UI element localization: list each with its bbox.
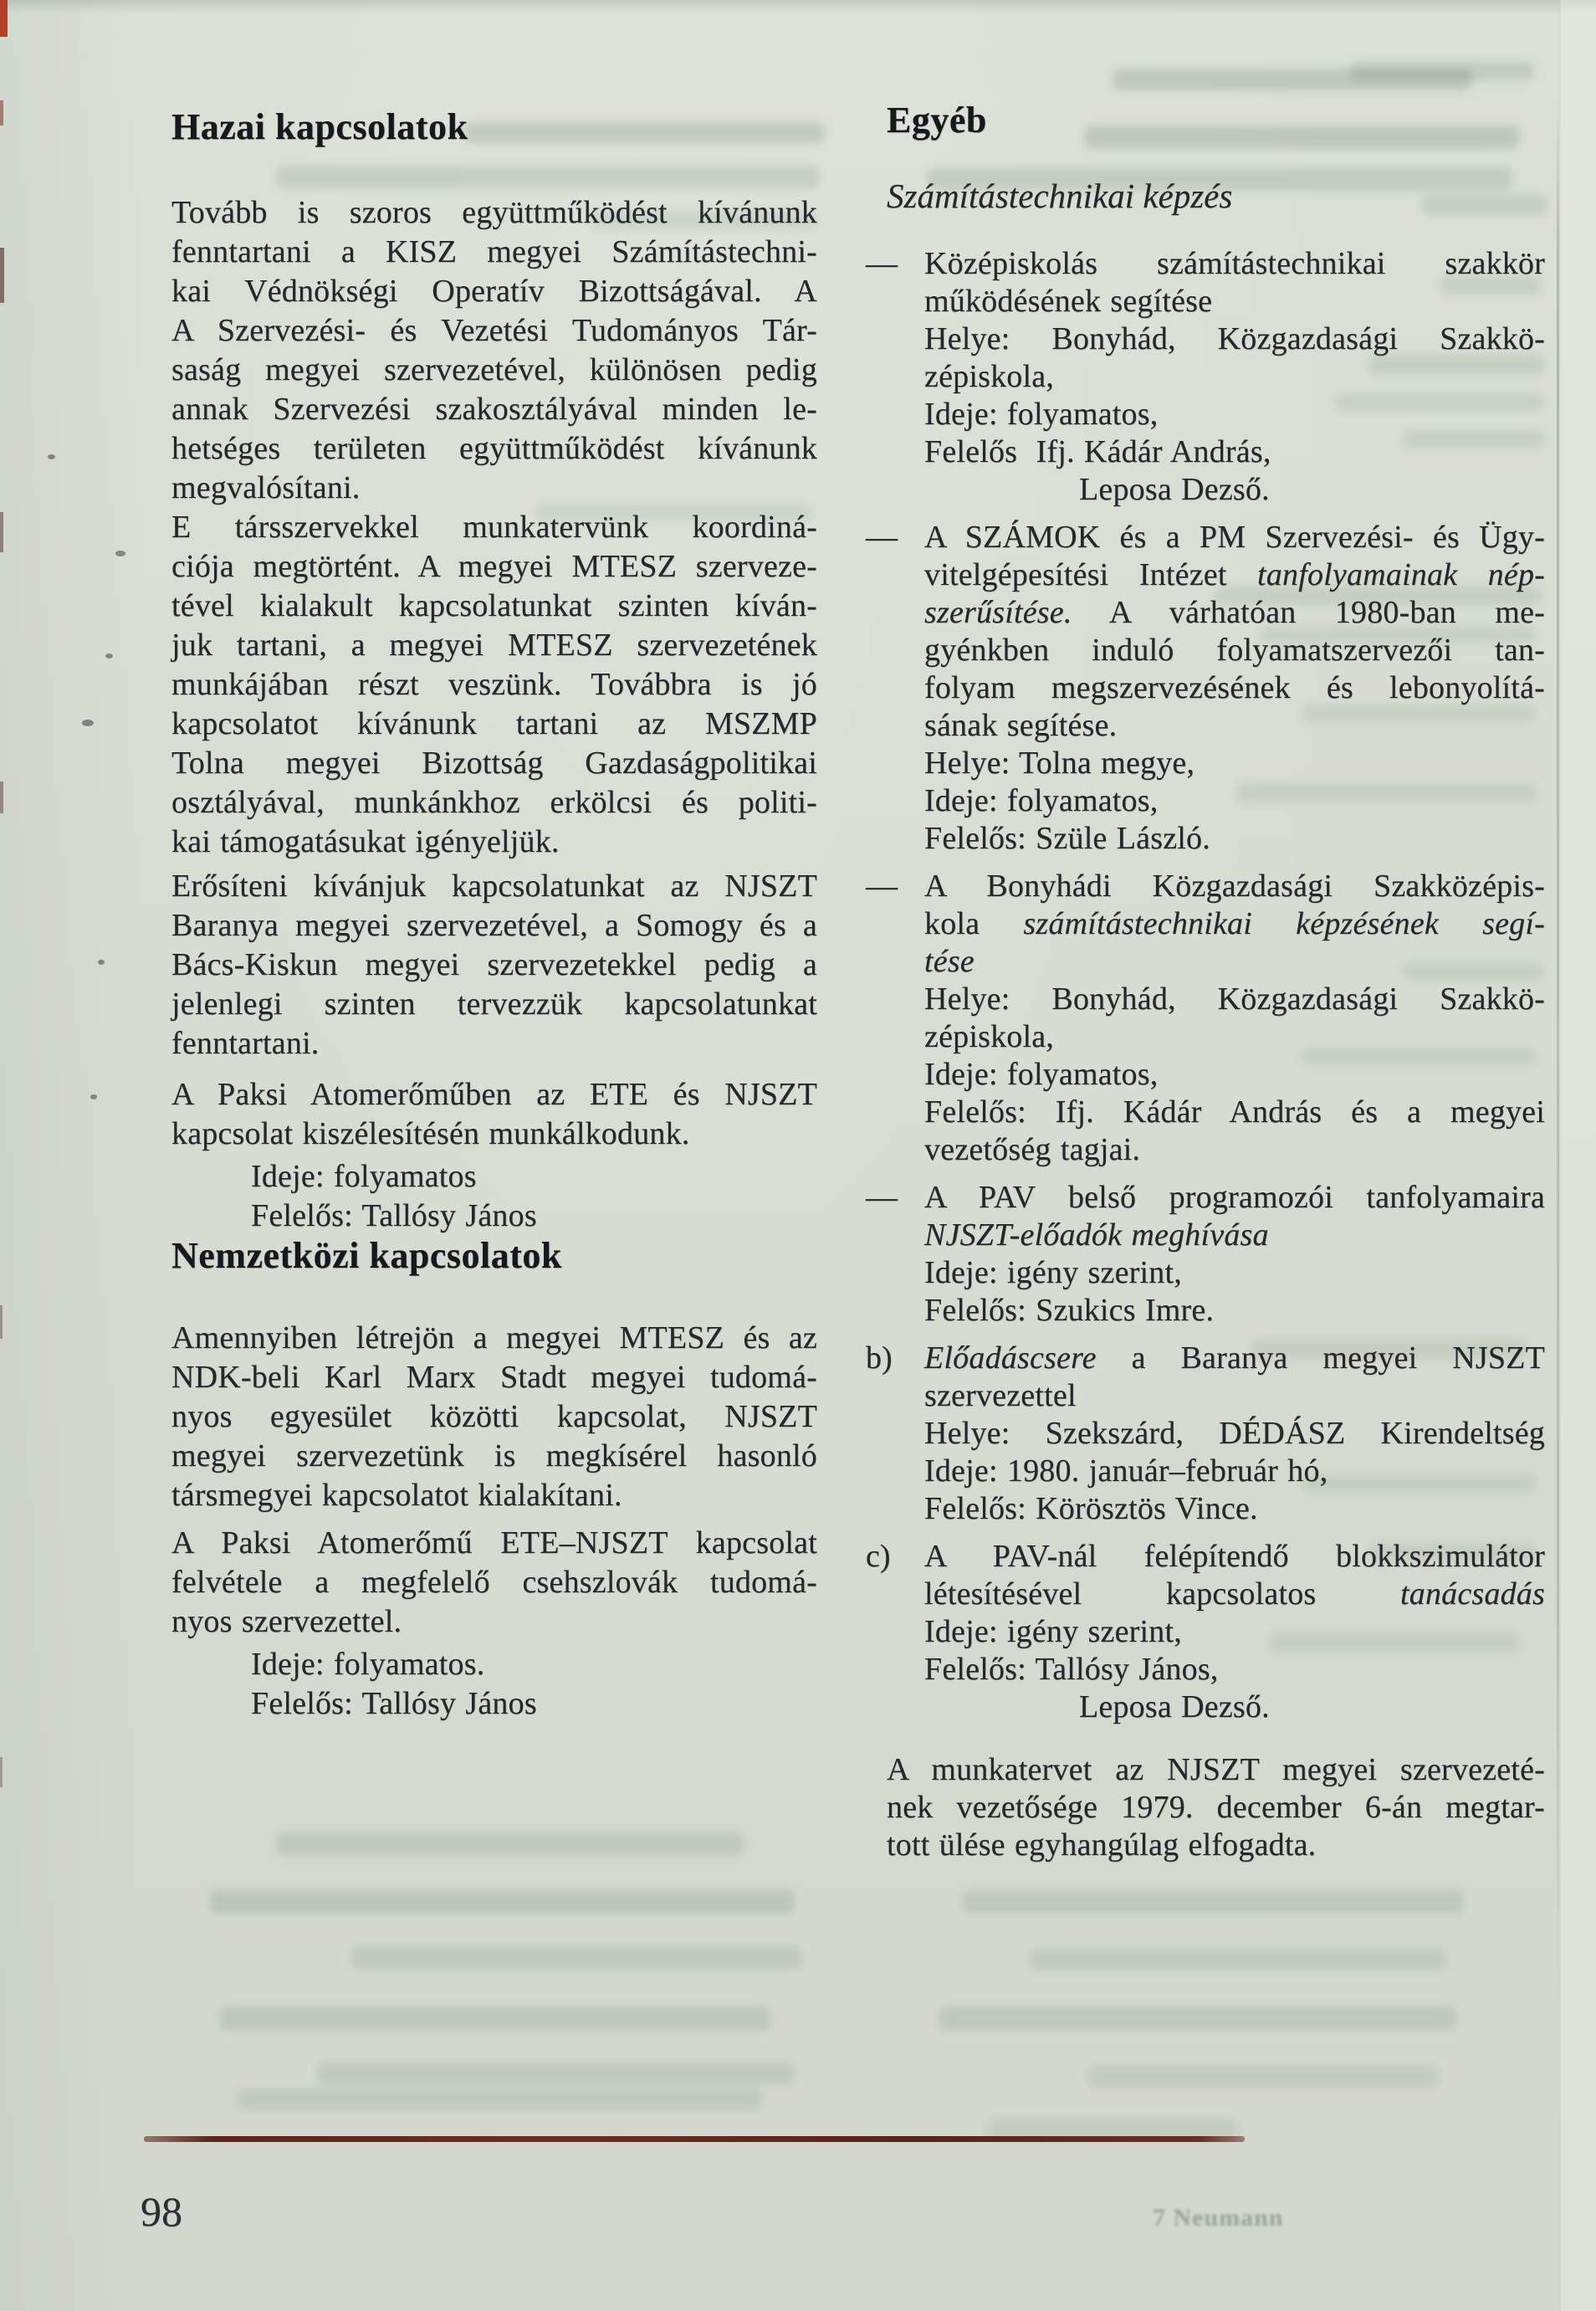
dust-speck-artifact — [90, 1094, 97, 1099]
text-line — [924, 1217, 1545, 1254]
bleed-through-artifact — [276, 1832, 744, 1856]
text-line: megyei szervezetünk is megkísérel hasonló — [171, 1438, 817, 1473]
paragraph — [171, 1524, 817, 1642]
text-line: hetséges területen együttműködést kívánunk — [171, 431, 817, 466]
text-line: kai támogatásukat igényeljük. — [171, 824, 560, 859]
meta-line-felelos: Felelős: Szüle László. — [924, 821, 1210, 856]
text-line: munkájában részt veszünk. Továbbra is jó — [171, 667, 817, 702]
meta-line-felelos: Felelős Ifj. Kádár András, — [924, 434, 1271, 469]
meta-line-felelos: Felelős: Tallósy János, — [924, 1652, 1219, 1687]
text-line: NDK-beli Karl Marx Stadt megyei tudomá- — [171, 1360, 817, 1395]
meta-line-felelos: Felelős: Szukics Imre. — [924, 1293, 1215, 1328]
bleed-through-artifact — [962, 1889, 1464, 1914]
list-item — [866, 519, 1545, 858]
text-line: társmegyei kapcsolatot kialakítani. — [171, 1478, 622, 1513]
list-marker: — — [866, 246, 898, 281]
list-marker: — — [866, 869, 898, 904]
text-line: Bács-Kiskun megyei szervezetekkel pedig a — [171, 947, 817, 982]
text-line: tott ülése egyhangúlag elfogadta. — [887, 1827, 1317, 1863]
text-line: A Paksi Atomerőmű ETE–NJSZT kapcsolat — [171, 1525, 817, 1560]
list-item — [866, 1179, 1545, 1330]
text-line: A PAV belső programozói tanfolyamaira — [924, 1180, 1545, 1215]
italic-segment: Előadáscsere — [924, 1340, 1097, 1376]
text-line: jelenlegi szinten tervezzük kapcsolatunkat — [171, 986, 817, 1022]
text-line — [924, 1340, 1545, 1377]
right-column — [866, 100, 1545, 1864]
text-segment: vitelgépesítési Intézet — [924, 557, 1258, 592]
text-line: Helye: Bonyhád, Közgazdasági Szakkö- — [924, 321, 1545, 356]
text-line: folyam megszervezésének és lebonyolítá- — [924, 670, 1545, 705]
scan-edge-artifact — [0, 248, 4, 303]
section-heading-hazai-kapcsolatok: Hazai kapcsolatok — [171, 106, 468, 147]
list-marker: b) — [866, 1340, 893, 1376]
left-column — [171, 107, 817, 1724]
bleed-through-artifact — [1350, 62, 1534, 80]
text-line: vezetőség tagjai. — [924, 1132, 1141, 1167]
text-line: A Szervezési- és Vezetési Tudományos Tár- — [171, 313, 817, 348]
list-item-c — [866, 1538, 1545, 1726]
list-marker: — — [866, 1180, 898, 1215]
text-line: A munkatervet az NJSZT megyei szervezeté- — [887, 1752, 1545, 1787]
meta-line-ideje: Ideje: folyamatos, — [924, 1057, 1159, 1092]
text-line: Tovább is szoros együttműködést kívánunk — [171, 195, 817, 230]
paragraph — [171, 508, 817, 862]
scan-edge-artifact — [0, 1305, 3, 1339]
text-line: Erősíteni kívánjuk kapcsolatunkat az NJSZT — [171, 869, 817, 904]
paragraph — [171, 193, 817, 508]
text-line: Amennyiben létrejön a megyei MTESZ és az — [171, 1320, 817, 1355]
meta-line-felelos: Felelős: Tallósy János — [251, 1686, 537, 1721]
paragraph — [171, 867, 817, 1063]
text-line: Középiskolás számítástechnikai szakkör — [924, 246, 1545, 281]
text-segment: A várhatóan 1980-ban me- — [1072, 595, 1545, 630]
text-segment: a Baranya megyei NJSZT — [1096, 1340, 1545, 1376]
italic-segment: szerűsítése. — [924, 595, 1072, 630]
text-line: fenntartani. — [171, 1026, 320, 1061]
meta-line-felelos: Felelős: Körösztös Vince. — [924, 1491, 1258, 1526]
text-line: A Paksi Atomerőműben az ETE és NJSZT — [171, 1077, 817, 1112]
text-line: Baranya megyei szervezetével, a Somogy és a — [171, 908, 817, 943]
meta-line-ideje: Ideje: 1980. január–február hó, — [924, 1453, 1328, 1489]
list-item-b — [866, 1340, 1545, 1528]
text-line: kai Védnökségi Operatív Bizottságával. A — [171, 274, 817, 309]
text-line: ciója megtörtént. A megyei MTESZ szerveze- — [171, 549, 817, 584]
text-line — [924, 556, 1545, 594]
meta-line-felelos-2: Leposa Dezső. — [1079, 1689, 1270, 1724]
scan-edge-artifact — [0, 100, 3, 126]
footer-rule — [144, 2136, 1245, 2142]
schedule-block — [251, 1645, 817, 1724]
meta-line-ideje: Ideje: folyamatos, — [924, 397, 1159, 432]
dust-speck-artifact — [48, 454, 55, 459]
list-item — [866, 245, 1545, 509]
text-line: A PAV-nál felépítendő blokkszimulátor — [924, 1539, 1545, 1574]
scan-edge-artifact — [0, 781, 3, 813]
bleed-through-artifact — [1029, 1948, 1447, 1971]
text-segment: létesítésével kapcsolatos — [924, 1576, 1400, 1612]
text-segment: kola — [924, 906, 1024, 941]
bleed-through-artifact — [939, 2006, 1457, 2032]
bleed-through-artifact — [318, 2062, 795, 2085]
text-line — [924, 905, 1545, 943]
bleed-through-artifact — [1087, 2065, 1439, 2088]
scan-edge-artifact — [0, 1757, 3, 1787]
text-line: Helye: Bonyhád, Közgazdasági Szakkö- — [924, 981, 1545, 1017]
text-line — [924, 594, 1545, 632]
text-line — [924, 1576, 1545, 1613]
scan-edge-artifact — [0, 512, 3, 552]
text-line: tével kialakult kapcsolatunkat szinten kíván- — [171, 588, 817, 623]
text-line: juk tartani, a megyei MTESZ szervezetének — [171, 628, 817, 663]
italic-segment: számítástechnikai képzésének segí- — [1023, 906, 1545, 941]
page-edge-crease — [1557, 100, 1559, 2016]
section-heading-nemzetkozi-kapcsolatok: Nemzetközi kapcsolatok — [171, 1235, 562, 1276]
italic-segment: tése — [924, 944, 974, 979]
bleed-through-artifact — [236, 2088, 763, 2110]
text-line: működésének segítése — [924, 284, 1213, 319]
meta-line-ideje: Ideje: folyamatos — [251, 1159, 477, 1194]
meta-line-helye: Helye: Tolna megye, — [924, 746, 1195, 781]
text-line: fenntartani a KISZ megyei Számítástechni- — [171, 234, 817, 269]
text-line: nek vezetősége 1979. december 6-án megtar- — [887, 1790, 1545, 1825]
bleed-through-artifact — [351, 1946, 803, 1970]
text-line: A Bonyhádi Közgazdasági Szakközépis- — [924, 869, 1545, 904]
dust-speck-artifact — [115, 551, 125, 556]
page-number: 98 — [141, 2188, 182, 2235]
list-marker: — — [866, 520, 898, 555]
italic-segment: NJSZT-előadók meghívása — [924, 1217, 1269, 1253]
italic-segment: tanfolyamainak nép- — [1257, 557, 1545, 592]
text-line: kapcsolat kiszélesítésén munkálkodunk. — [171, 1116, 690, 1151]
dust-speck-artifact — [98, 960, 105, 965]
meta-line-ideje: Ideje: igény szerint, — [924, 1255, 1182, 1290]
text-line: gyénkben induló folyamatszervezői tan- — [924, 633, 1545, 668]
text-line: A SZÁMOK és a PM Szervezési- és Ügy- — [924, 520, 1545, 555]
text-line: Tolna megyei Bizottság Gazdaságpolitikai — [171, 746, 817, 781]
meta-line-felelos: Felelős: Ifj. Kádár András és a megyei — [924, 1094, 1545, 1130]
closing-paragraph — [887, 1751, 1545, 1864]
paragraph — [171, 1319, 817, 1515]
text-line: annak Szervezési szakosztályával minden le- — [171, 392, 817, 427]
italic-segment: tanácsadás — [1400, 1576, 1545, 1612]
text-line: nyos egyesület közötti kapcsolat, NJSZT — [171, 1399, 817, 1434]
meta-line-ideje: Ideje: igény szerint, — [924, 1614, 1182, 1649]
meta-line-ideje: Ideje: folyamatos, — [924, 783, 1159, 818]
text-line: megvalósítani. — [171, 470, 361, 505]
text-line: nyos szervezettel. — [171, 1604, 402, 1639]
text-line: sának segítése. — [924, 708, 1118, 743]
dust-speck-artifact — [82, 720, 94, 726]
meta-line-helye: Helye: Szekszárd, DÉDÁSZ Kirendeltség — [924, 1416, 1545, 1451]
dust-speck-artifact — [105, 653, 113, 658]
text-line: osztályával, munkánkhoz erkölcsi és politi- — [171, 785, 817, 820]
page-edge-strip — [1561, 0, 1596, 2311]
list-item — [866, 868, 1545, 1169]
text-line: zépiskola, — [924, 359, 1055, 394]
scan-edge-artifact — [0, 0, 8, 37]
text-line: E társszervekkel munkatervünk koordiná- — [171, 510, 817, 545]
text-line: zépiskola, — [924, 1019, 1055, 1054]
text-line: felvétele a megfelelő csehszlovák tudomá- — [171, 1565, 817, 1600]
bleed-through-artifact — [219, 2006, 771, 2032]
section-heading-egyeb: Egyéb — [887, 100, 987, 141]
schedule-block — [251, 1157, 817, 1236]
meta-line-ideje: Ideje: folyamatos. — [251, 1647, 485, 1682]
paragraph — [171, 1075, 817, 1154]
list-marker: c) — [866, 1539, 891, 1574]
text-line: szervezettel — [924, 1378, 1077, 1413]
text-line: kapcsolatot kívánunk tartani az MSZMP — [171, 706, 817, 741]
meta-line-felelos-2: Leposa Dezső. — [1079, 472, 1270, 507]
text-line: saság megyei szervezetével, különösen pedig — [171, 352, 817, 387]
meta-line-felelos: Felelős: Tallósy János — [251, 1198, 537, 1233]
bleed-through-signature: 7 Neumann — [1153, 2204, 1284, 2232]
bleed-through-artifact — [209, 1889, 795, 1914]
subsection-heading-szamitastechnikai-kepzes: Számítástechnikai képzés — [887, 177, 1233, 215]
text-line — [924, 943, 1545, 981]
